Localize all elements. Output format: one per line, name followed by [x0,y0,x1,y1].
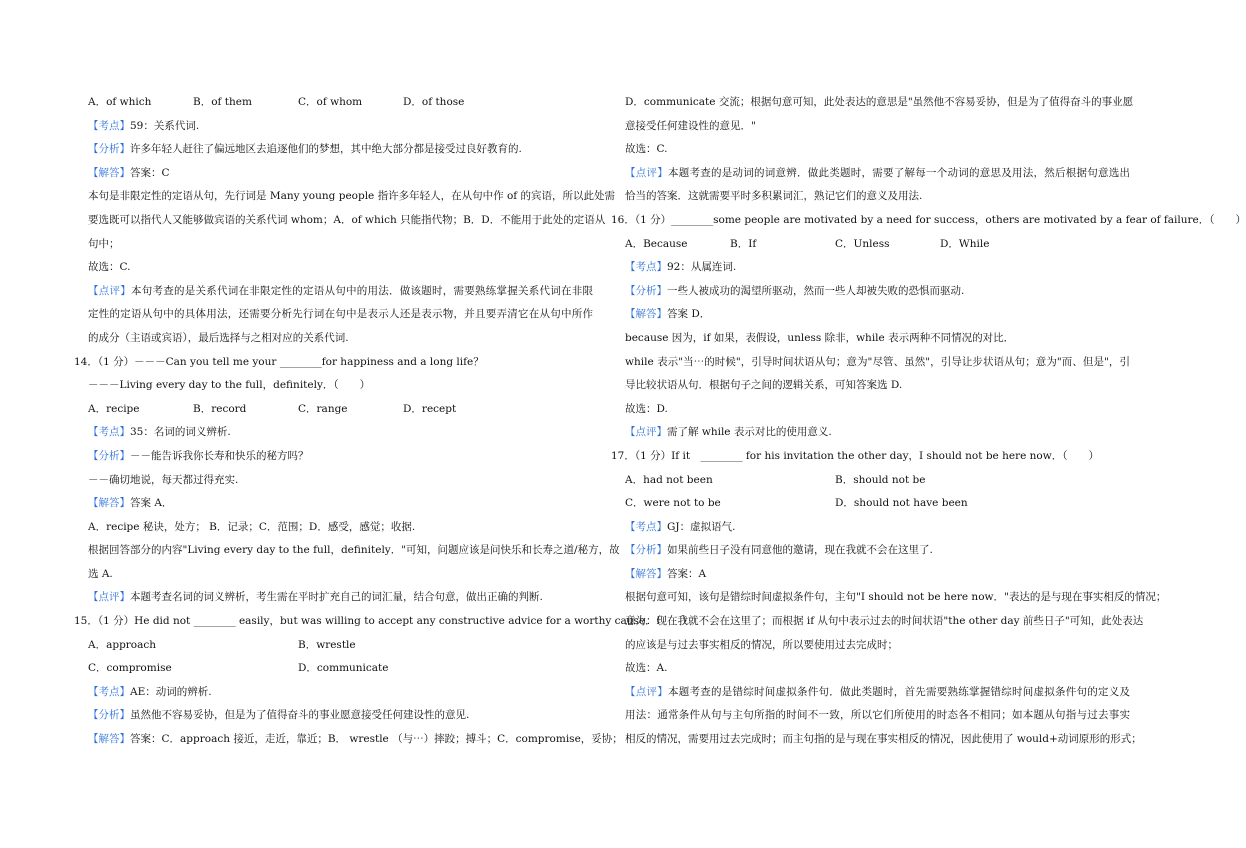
text-line: －－确切地说，每天都过得充实. [88,473,239,486]
text-line: 句中； [88,237,120,250]
right-column [611,91,1246,752]
answer-option: B．should not be [835,473,926,486]
annotation-line [88,445,593,469]
annotation-text: 一些人被成功的渴望所驱动，然而一些人却被失败的恐惧而驱动. [667,284,965,297]
text-line: 的成分（主语或宾语），最后选择与之相对应的关系代词. [88,331,349,344]
section-tag: 【解答】 [88,497,130,510]
answer-option: C．of whom [298,96,363,108]
section-tag: 【分析】 [88,143,130,156]
section-tag: 【解答】 [88,733,130,746]
section-tag: 【考点】 [625,261,667,274]
text-line: A．recipe 秘诀，处方； B．记录；C．范围；D．感受，感觉；收据. [88,520,416,533]
text-line: 相反的情况，需要用过去完成时；而主句指的是与现在事实相反的情况，因此使用了 would+动词原形的形式； [625,733,1142,746]
section-tag: 【点评】 [88,591,130,604]
answer-option: A．Because [625,237,688,250]
annotation-text: 答案 D． [667,308,711,321]
text-line: 故选：C. [625,143,668,156]
annotation-line [625,162,1130,186]
text-line: 根据回答部分的内容"Living every day to the full，definitely．"可知，问题应该是问快乐和长寿之道/秘方，故 [88,544,620,557]
annotation-line [88,492,593,516]
section-tag: 【点评】 [625,426,667,439]
text-line: －－－Living every day to the full，definitely．（ ） [88,379,371,392]
answer-option: D．recept [403,402,457,415]
annotation-text: 答案：A [667,567,707,580]
section-tag: 【考点】 [88,685,130,698]
annotation-line [625,303,1130,327]
question-stem: 17．（1 分）If it ________ for his invitation the other day，I should not be here now．（ ） [611,449,1099,462]
annotation-line [88,704,593,728]
section-tag: 【解答】 [625,567,667,580]
annotation-text: GJ：虚拟语气. [667,520,736,533]
section-tag: 【分析】 [625,284,667,297]
answer-option: C．range [298,402,348,415]
answer-option: C．Unless [835,237,890,250]
answer-option: B．If [730,237,757,250]
section-tag: 【点评】 [88,284,131,297]
text-line: 故选：C. [88,261,131,274]
answer-option: A．recipe [88,402,140,415]
section-tag: 【分析】 [88,449,130,462]
text-line: 定性的定语从句中的具体用法，还需要分析先行词在句中是表示人还是表示物，并且要弄清它在从句中所作 [88,308,593,321]
annotation-text: 许多年轻人赶往了偏远地区去追逐他们的梦想，其中绝大部分都是接受过良好教育的. [130,143,522,156]
annotation-line [625,421,1130,445]
annotation-text: 答案 A． [130,497,173,510]
annotation-text: 需了解 while 表示对比的使用意义. [667,426,832,439]
annotation-line [88,162,593,186]
annotation-line [88,280,593,304]
annotation-text: 92：从属连词. [667,261,737,274]
annotation-line [88,681,593,705]
annotation-line [625,280,1130,304]
annotation-text: －－能告诉我你长寿和快乐的秘方吗？ [130,449,309,462]
answer-options [88,91,593,115]
annotation-text: 答案：C．approach 接近，走近，靠近；B． wrestle （与⋯）摔跤；搏斗；C．compromise，妥协； [130,733,623,746]
text-line: 意为：现在我就不会在这里了；而根据 if 从句中表示过去的时间状语"the other day 前些日子"可知，此处表达 [625,615,1144,628]
section-tag: 【解答】 [625,308,667,321]
section-tag: 【分析】 [88,709,130,722]
answer-option: C．compromise [88,662,172,675]
answer-option: B．record [193,402,247,415]
section-tag: 【考点】 [88,426,130,439]
annotation-text: 本题考查的是动词的词意辨．做此类题时，需要了解每一个动词的意思及用法，然后根据句意选出 [668,166,1130,179]
annotation-text: 本句考查的是关系代词在非限定性的定语从句中的用法．做该题时，需要熟练掌握关系代词在非限 [131,284,593,297]
annotation-text: AE：动词的辨析. [130,685,212,698]
answer-option: A．approach [88,638,157,651]
text-line: 的应该是与过去事实相反的情况，所以要使用过去完成时； [625,638,898,651]
annotation-text: 59：关系代词. [130,119,200,132]
annotation-line [88,421,593,445]
section-tag: 【解答】 [88,166,130,179]
answer-option: C．were not to be [625,497,721,510]
annotation-line [625,539,1130,563]
answer-option: A．of which [88,96,152,108]
annotation-line [88,138,593,162]
answer-option: D．While [940,237,990,250]
annotation-text: 虽然他不容易妥协，但是为了值得奋斗的事业愿意接受任何建设性的意见. [130,709,470,722]
text-line: 本句是非限定性的定语从句，先行词是 Many young people 指许多年轻人，在从句中作 of 的宾语，所以此处需 [88,190,615,203]
annotation-line [625,516,1130,540]
text-line: 故选：A. [625,662,668,675]
section-tag: 【点评】 [625,166,668,179]
answer-option: D．should not have been [835,497,968,510]
answer-option: D．of those [403,96,465,108]
section-tag: 【考点】 [625,520,667,533]
text-line: 选 A. [88,567,113,580]
answer-option: B．of them [193,96,252,108]
annotation-text: 本题考查名词的词义辨析，考生需在平时扩充自己的词汇量，结合句意，做出正确的判断. [130,591,543,604]
annotation-line [625,681,1130,705]
annotation-text: 本题考查的是错综时间虚拟条件句．做此类题时，首先需要熟练掌握错综时间虚拟条件句的定义及 [668,685,1130,698]
answer-option: B．wrestle [298,638,356,651]
question-stem: 16．（1 分）________some people are motivated by a need for success，others are motivated by a fear of failure．（ ） [611,213,1246,226]
answer-option: A．had not been [625,473,713,486]
annotation-text: 35：名词的词义辨析. [130,426,231,439]
annotation-text: 答案：C [130,166,170,179]
text-line: while 表示"当⋯的时候"，引导时间状语从句；意为"尽管、虽然"，引导让步状语从句；意为"而、但是"，引 [625,355,1130,368]
question-stem: 14．（1 分）－－－Can you tell me your ________for happiness and a long life？ [74,355,484,368]
question-stem: 15．（1 分）He did not ________ easily，but was willing to accept any constructive advice for a worthy cause．（ ） [74,615,693,628]
annotation-text: 如果前些日子没有同意他的邀请，现在我就不会在这里了. [667,544,933,557]
answer-options [88,634,593,658]
text-line: 导比较状语从句．根据句子之间的逻辑关系，可知答案选 D. [625,379,903,392]
text-line: 意接受任何建设性的意见．" [625,119,756,132]
section-tag: 【点评】 [625,685,668,698]
answer-options [88,398,593,422]
annotation-line [88,728,623,752]
annotation-line [88,586,593,610]
annotation-line [88,115,593,139]
text-line: 故选：D. [625,402,668,415]
text-line: 恰当的答案．这就需要平时多积累词汇，熟记它们的意义及用法. [625,190,923,203]
answer-options [625,233,1130,257]
answer-options [88,657,593,681]
section-tag: 【分析】 [625,544,667,557]
answer-option: D．communicate [298,662,389,675]
annotation-line [625,563,1130,587]
text-line: because 因为，if 如果，表假设，unless 除非，while 表示两种不同情况的对比． [625,331,1015,344]
text-line: 要选既可以指代人又能够做宾语的关系代词 whom；A．of which 只能指代物；B．D．不能用于此处的定语从 [88,213,606,226]
section-tag: 【考点】 [88,119,130,132]
text-line: 根据句意可知，该句是错综时间虚拟条件句，主句"I should not be here now．"表达的是与现在事实相反的情况； [625,591,1167,604]
answer-options [625,469,1130,493]
annotation-line [625,256,1130,280]
text-line: 用法：通常条件从句与主句所指的时间不一致，所以它们所使用的时态各不相同；如本题从句指与过去事实 [625,709,1130,722]
answer-options [625,492,1130,516]
text-line: D．communicate 交流；根据句意可知，此处表达的意思是"虽然他不容易妥协，但是为了值得奋斗的事业愿 [625,96,1134,108]
